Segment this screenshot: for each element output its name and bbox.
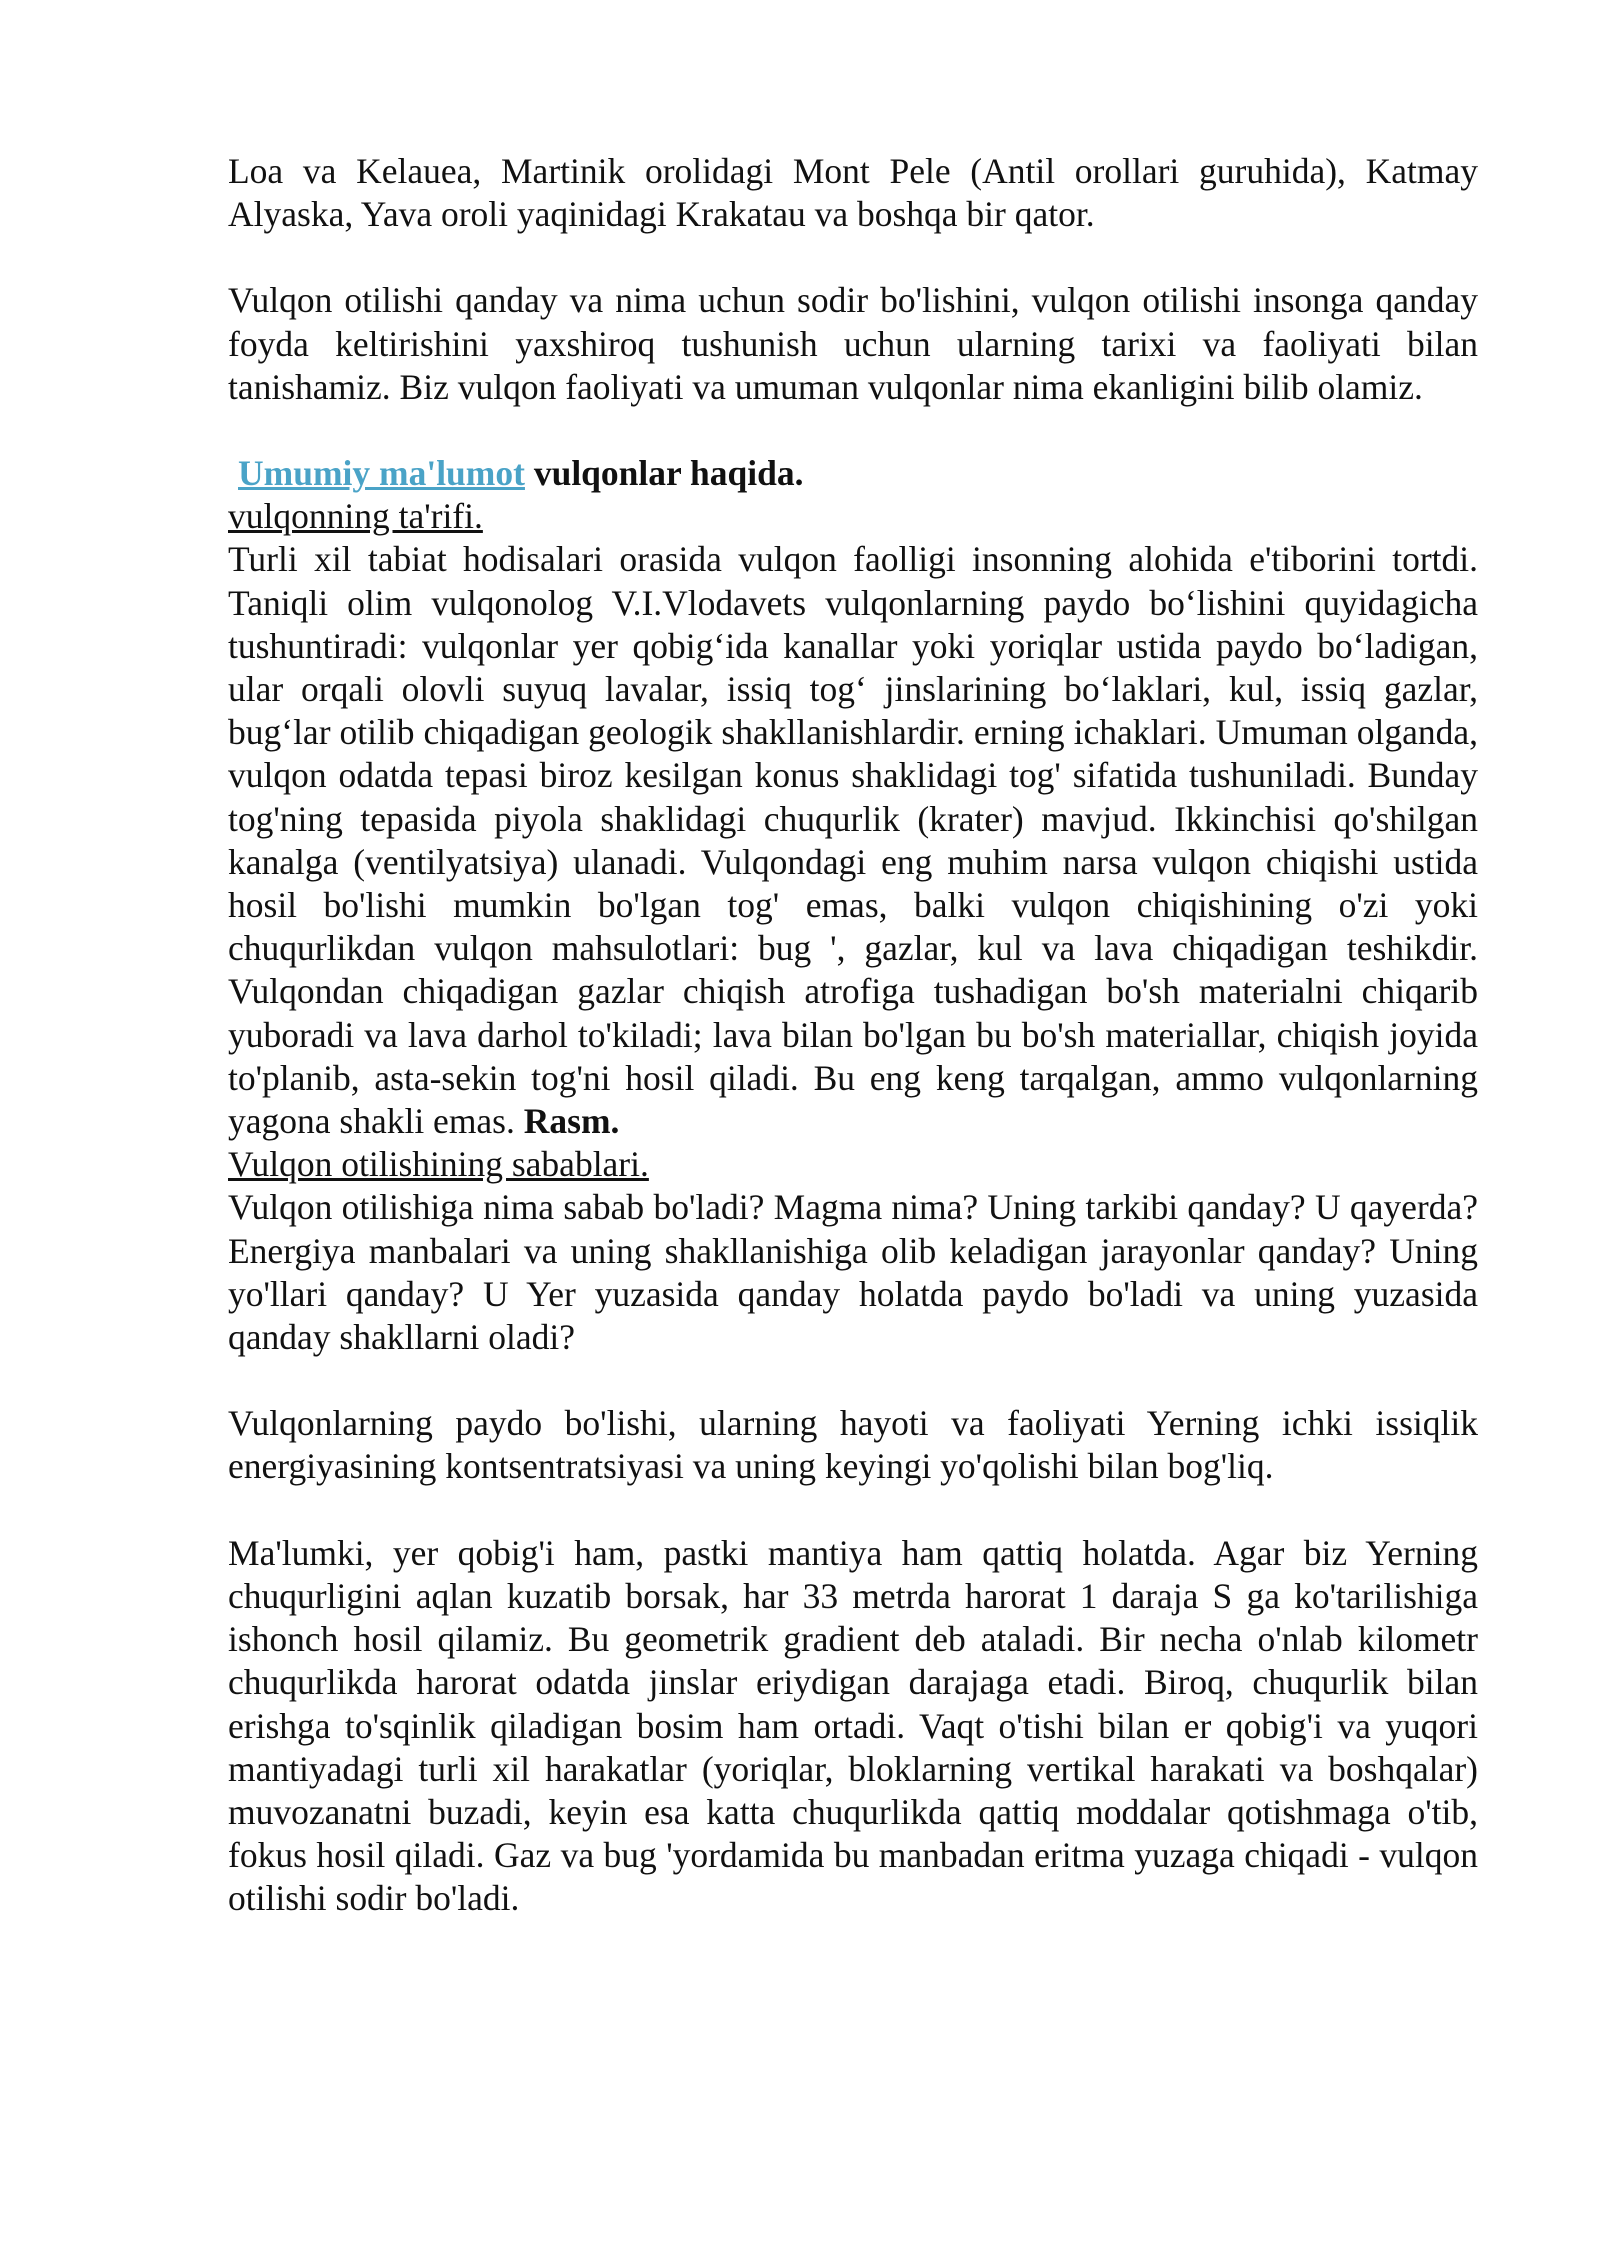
paragraph-intro: Loa va Kelauea, Martinik orolidagi Mont Pele (Antil orollari guruhida), Katmay Alyaska, Yava oroli yaqinidagi Krakatau va boshqa bir qator. <box>228 151 1478 235</box>
section-heading <box>228 452 1478 495</box>
paragraph-mantle: Ma'lumki, yer qobig'i ham, pastki mantiya ham qattiq holatda. Agar biz Yerning chuqurligini aqlan kuzatib borsak, har 33 metrda harorat 1 daraja S ga ko'tarilishiga ishonch hosil qilamiz. Bu geometrik gradient deb ataladi. Bir necha o'nlab kilometr chuqurlikda harorat odatda jinslar eriydigan darajaga etadi. Biroq, chuqurlik bilan erishga to'sqinlik qiladigan bosim ham ortadi. Vaqt o'tishi bilan er qobig'i va yuqori mantiyadagi turli xil harakatlar (yoriqlar, bloklarning vertikal harakati va boshqalar) muvozanatni buzadi, keyin esa katta chuqurlikda qattiq moddalar qotishmaga o'tib, fokus hosil qiladi. Gaz va bug 'yordamida bu manbadan eritma yuzaga chiqadi - vulqon otilishi sodir bo'ladi. <box>228 1532 1478 1919</box>
paragraph-gap <box>228 1359 1478 1402</box>
paragraph-definition <box>228 538 1478 1143</box>
subheading-causes: Vulqon otilishining sabablari. <box>228 1144 649 1185</box>
paragraph-gap <box>228 236 1478 279</box>
paragraph-questions: Vulqon otilishiga nima sabab bo'ladi? Magma nima? Uning tarkibi qanday? U qayerda? Energiya manbalari va uning shakllanishiga olib keladigan jarayonlar qanday? Uning yo'llari qanday? U Yer yuzasida qanday holatda paydo bo'ladi va uning yuzasida qanday shakllarni oladi? <box>228 1187 1478 1358</box>
paragraph-gap <box>228 409 1478 452</box>
heading-text: vulqonlar haqida. <box>524 453 804 494</box>
paragraph-definition-text: Turli xil tabiat hodisalari orasida vulqon faolligi insonning alohida e'tiborini tortdi. Taniqli olim vulqonolog V.I.Vlodavets vulqonlarning paydo bo‘lishini quyidagicha tushuntiradi: vulqonlar yer qobig‘ida kanallar yoki yoriqlar ustida paydo bo‘ladigan, ular orqali olovli suyuq lavalar, issiq tog‘ jinslarining bo‘laklari, kul, issiq gazlar, bug‘lar otilib chiqadigan geologik shakllanishlardir. erning ichaklari. Umuman olganda, vulqon odatda tepasi biroz kesilgan konus shaklidagi tog' sifatida tushuniladi. Bunday tog'ning tepasida piyola shaklidagi chuqurlik (krater) mavjud. Ikkinchisi qo'shilgan kanalga (ventilyatsiya) ulanadi. Vulqondagi eng muhim narsa vulqon chiqishi ustida hosil bo'lishi mumkin bo'lgan tog' emas, balki vulqon chiqishining o'zi yoki chuqurlikdan vulqon mahsulotlari: bug ', gazlar, kul va lava chiqadigan teshikdir. Vulqondan chiqadigan gazlar chiqish atrofiga tushadigan bo'sh materialni chiqarib yuboradi va lava darhol to'kiladi; lava bilan bo'lgan bu bo'sh materiallar, chiqish joyida to'planib, asta-sekin tog'ni hosil qiladi. Bu eng keng tarqalgan, ammo vulqonlarning yagona shakli emas. <box>228 539 1478 1142</box>
heading-link[interactable]: Umumiy ma'lumot <box>238 453 525 494</box>
document-body <box>228 150 1478 1921</box>
paragraph-purpose: Vulqon otilishi qanday va nima uchun sodir bo'lishini, vulqon otilishi insonga qanday foyda keltirishini yaxshiroq tushunish uchun ularning tarixi va faoliyati bilan tanishamiz. Biz vulqon faoliyati va umuman vulqonlar nima ekanligini bilib olamiz. <box>228 280 1478 407</box>
subheading-definition: vulqonning ta'rifi. <box>228 496 483 537</box>
paragraph-origin: Vulqonlarning paydo bo'lishi, ularning hayoti va faoliyati Yerning ichki issiqlik energiyasining kontsentratsiyasi va uning keyingi yo'qolishi bilan bog'liq. <box>228 1403 1478 1487</box>
paragraph-gap <box>228 1489 1478 1532</box>
figure-reference: Rasm. <box>523 1101 620 1142</box>
